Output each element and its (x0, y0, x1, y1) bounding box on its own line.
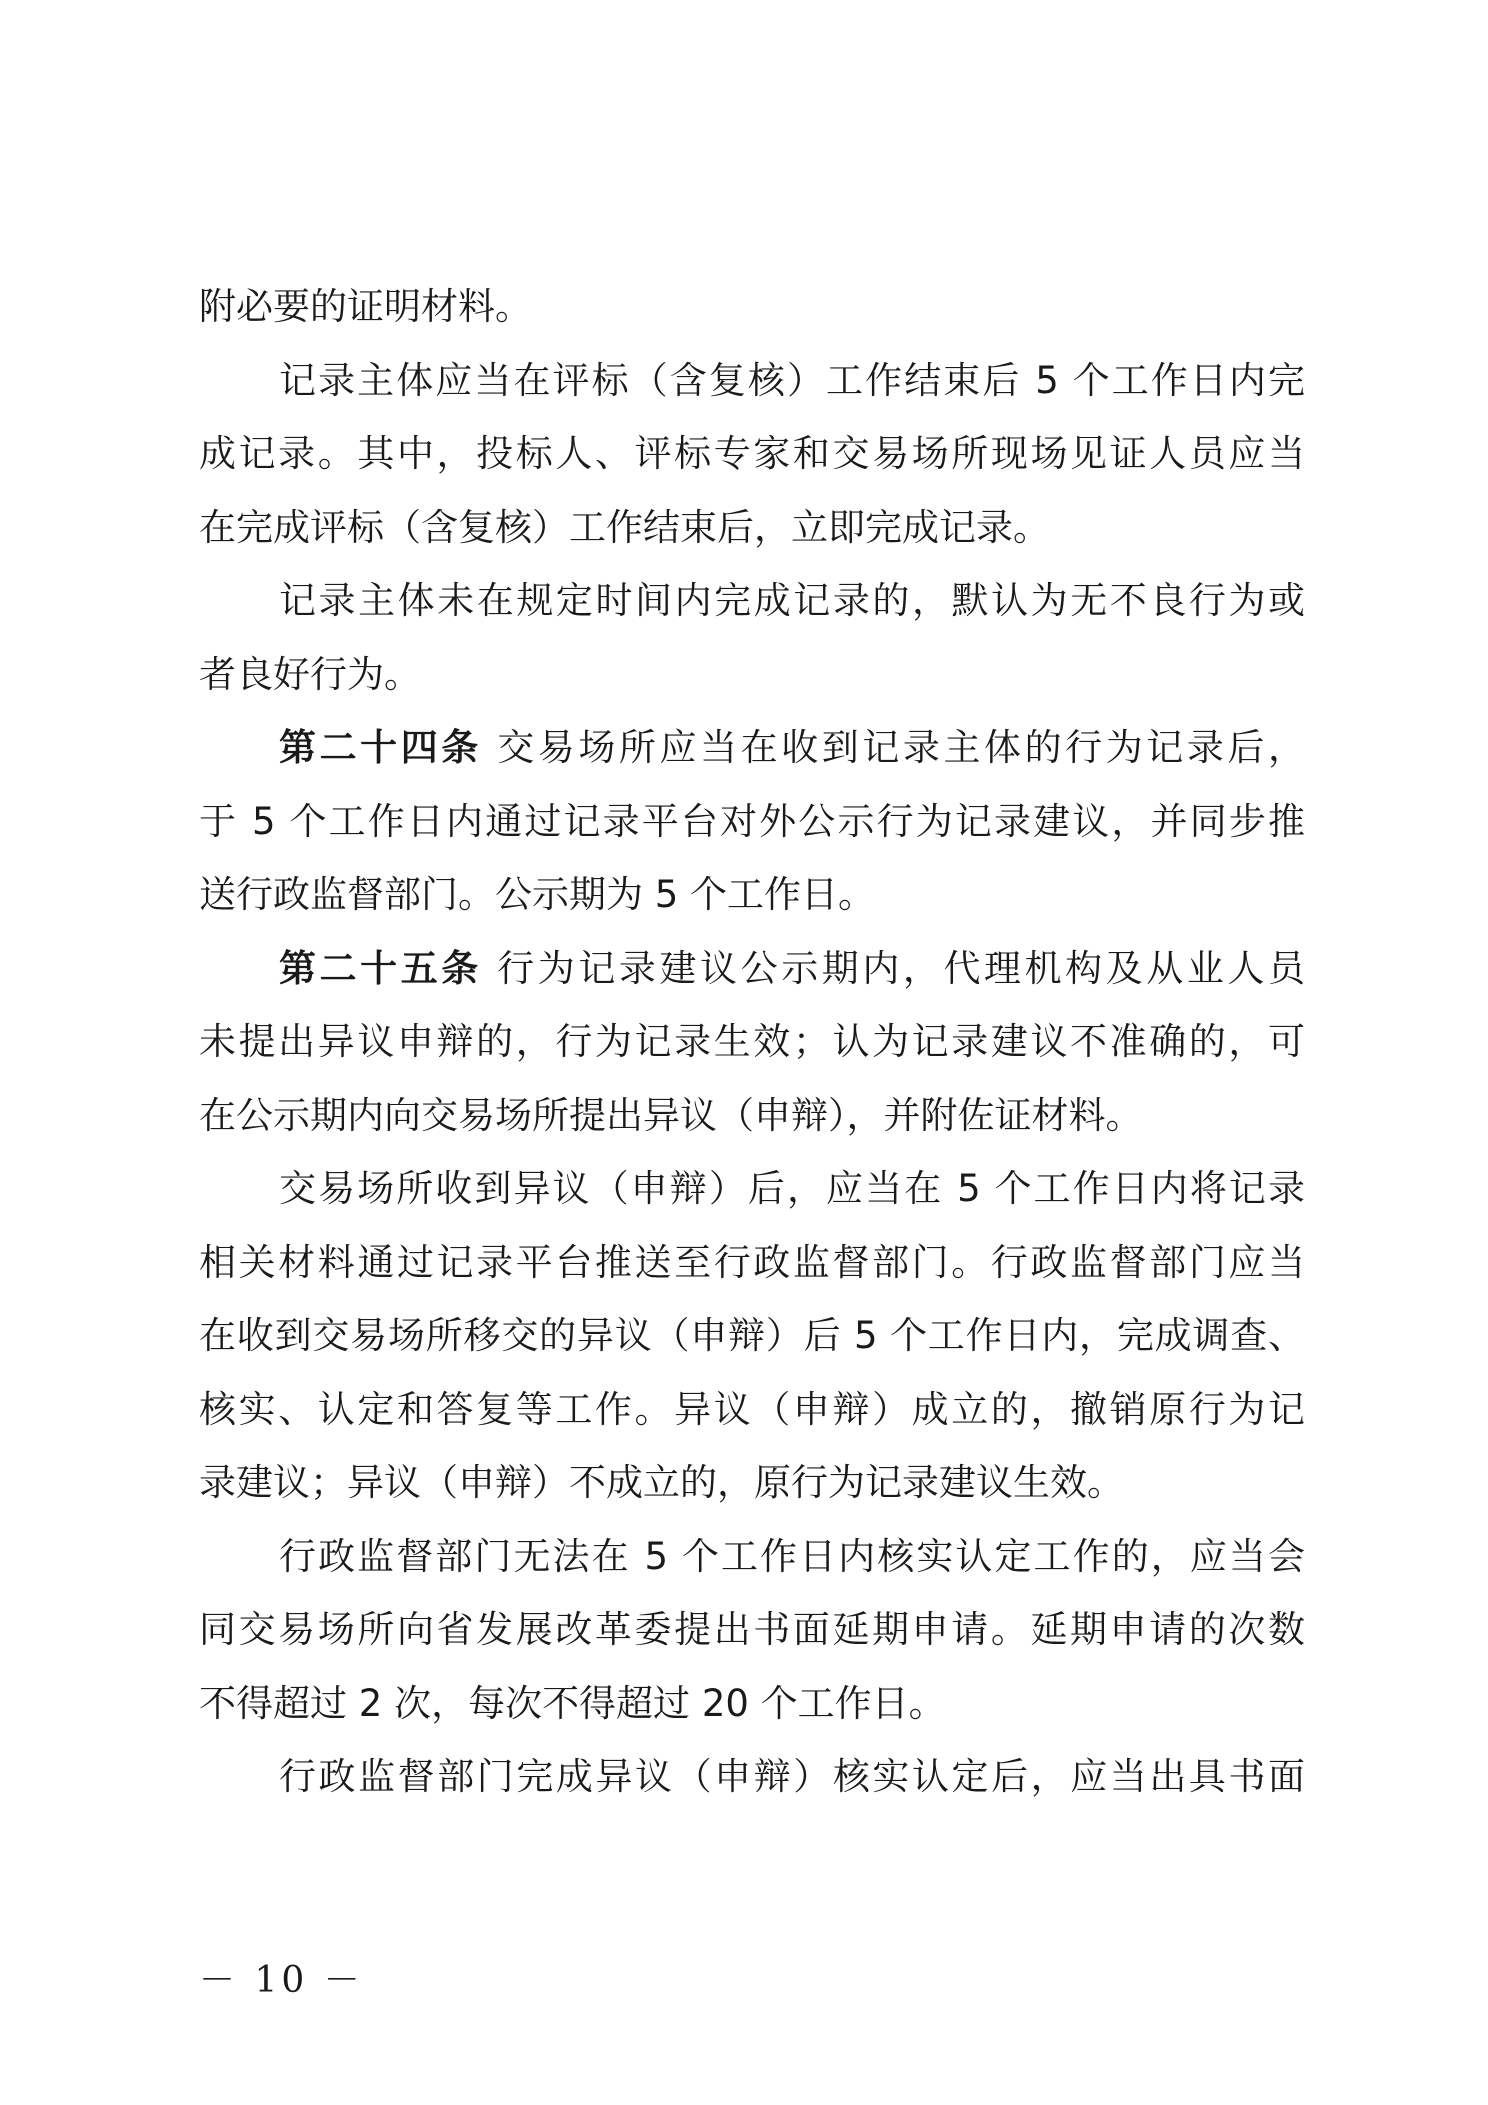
text-line: 送行政监督部门。公示期为 5 个工作日。 (199, 873, 876, 916)
text-line: 录建议；异议（申辩）不成立的，原行为记录建议生效。 (199, 1461, 1124, 1504)
text-line: 同交易场所向省发展改革委提出书面延期申请。延期申请的次数 (199, 1608, 1305, 1651)
article-title: 第二十五条 (279, 946, 482, 990)
page-number: － 10 － (199, 1960, 364, 2001)
text-line: 于 5 个工作日内通过记录平台对外公示行为记录建议，并同步推 (199, 799, 1305, 843)
text-line: 未提出异议申辩的，行为记录生效；认为记录建议不准确的，可 (199, 1020, 1305, 1063)
text-line: 不得超过 2 次，每次不得超过 20 个工作日。 (199, 1681, 946, 1725)
text-line: 在收到交易场所移交的异议（申辩）后 5 个工作日内，完成调查、 (199, 1314, 1305, 1357)
text-line: 者良好行为。 (199, 652, 421, 696)
article-24 (199, 711, 1305, 932)
text-line: 相关材料通过记录平台推送至行政监督部门。行政监督部门应当 (199, 1240, 1305, 1284)
text-line: 在公示期内向交易场所提出异议（申辩），并附佐证材料。 (199, 1093, 1143, 1137)
text-line: 行政监督部门完成异议（申辩）核实认定后，应当出具书面 (279, 1755, 1305, 1798)
text-line: 核实、认定和答复等工作。异议（申辩）成立的，撤销原行为记 (199, 1387, 1305, 1431)
text-line: 行政监督部门无法在 5 个工作日内核实认定工作的，应当会 (279, 1534, 1305, 1578)
article-text: 交易场所应当在收到记录主体的行为记录后， (497, 726, 1306, 769)
paragraph-extension-request (199, 1520, 1305, 1741)
text-line (199, 932, 1305, 1006)
text-line: 在完成评标（含复核）工作结束后，立即完成记录。 (199, 505, 1050, 549)
text-line: 附必要的证明材料。 (199, 285, 532, 328)
text-line (199, 711, 1305, 785)
article-title: 第二十四条 (279, 726, 482, 769)
text-line: 记录主体未在规定时间内完成记录的，默认为无不良行为或 (279, 579, 1305, 622)
document-body (199, 270, 1305, 1814)
text-line: 成记录。其中，投标人、评标专家和交易场所现场见证人员应当 (199, 432, 1305, 475)
paragraph-written-conclusion (199, 1740, 1305, 1814)
paragraph-continuation (199, 270, 1305, 344)
paragraph-record-deadline (199, 344, 1305, 565)
text-line: 记录主体应当在评标（含复核）工作结束后 5 个工作日内完 (279, 358, 1305, 402)
text-line: 交易场所收到异议（申辩）后，应当在 5 个工作日内将记录 (279, 1167, 1305, 1210)
paragraph-default-record (199, 564, 1305, 711)
article-25 (199, 932, 1305, 1153)
article-text: 行为记录建议公示期内，代理机构及从业人员 (497, 946, 1306, 990)
paragraph-objection-handling (199, 1152, 1305, 1520)
